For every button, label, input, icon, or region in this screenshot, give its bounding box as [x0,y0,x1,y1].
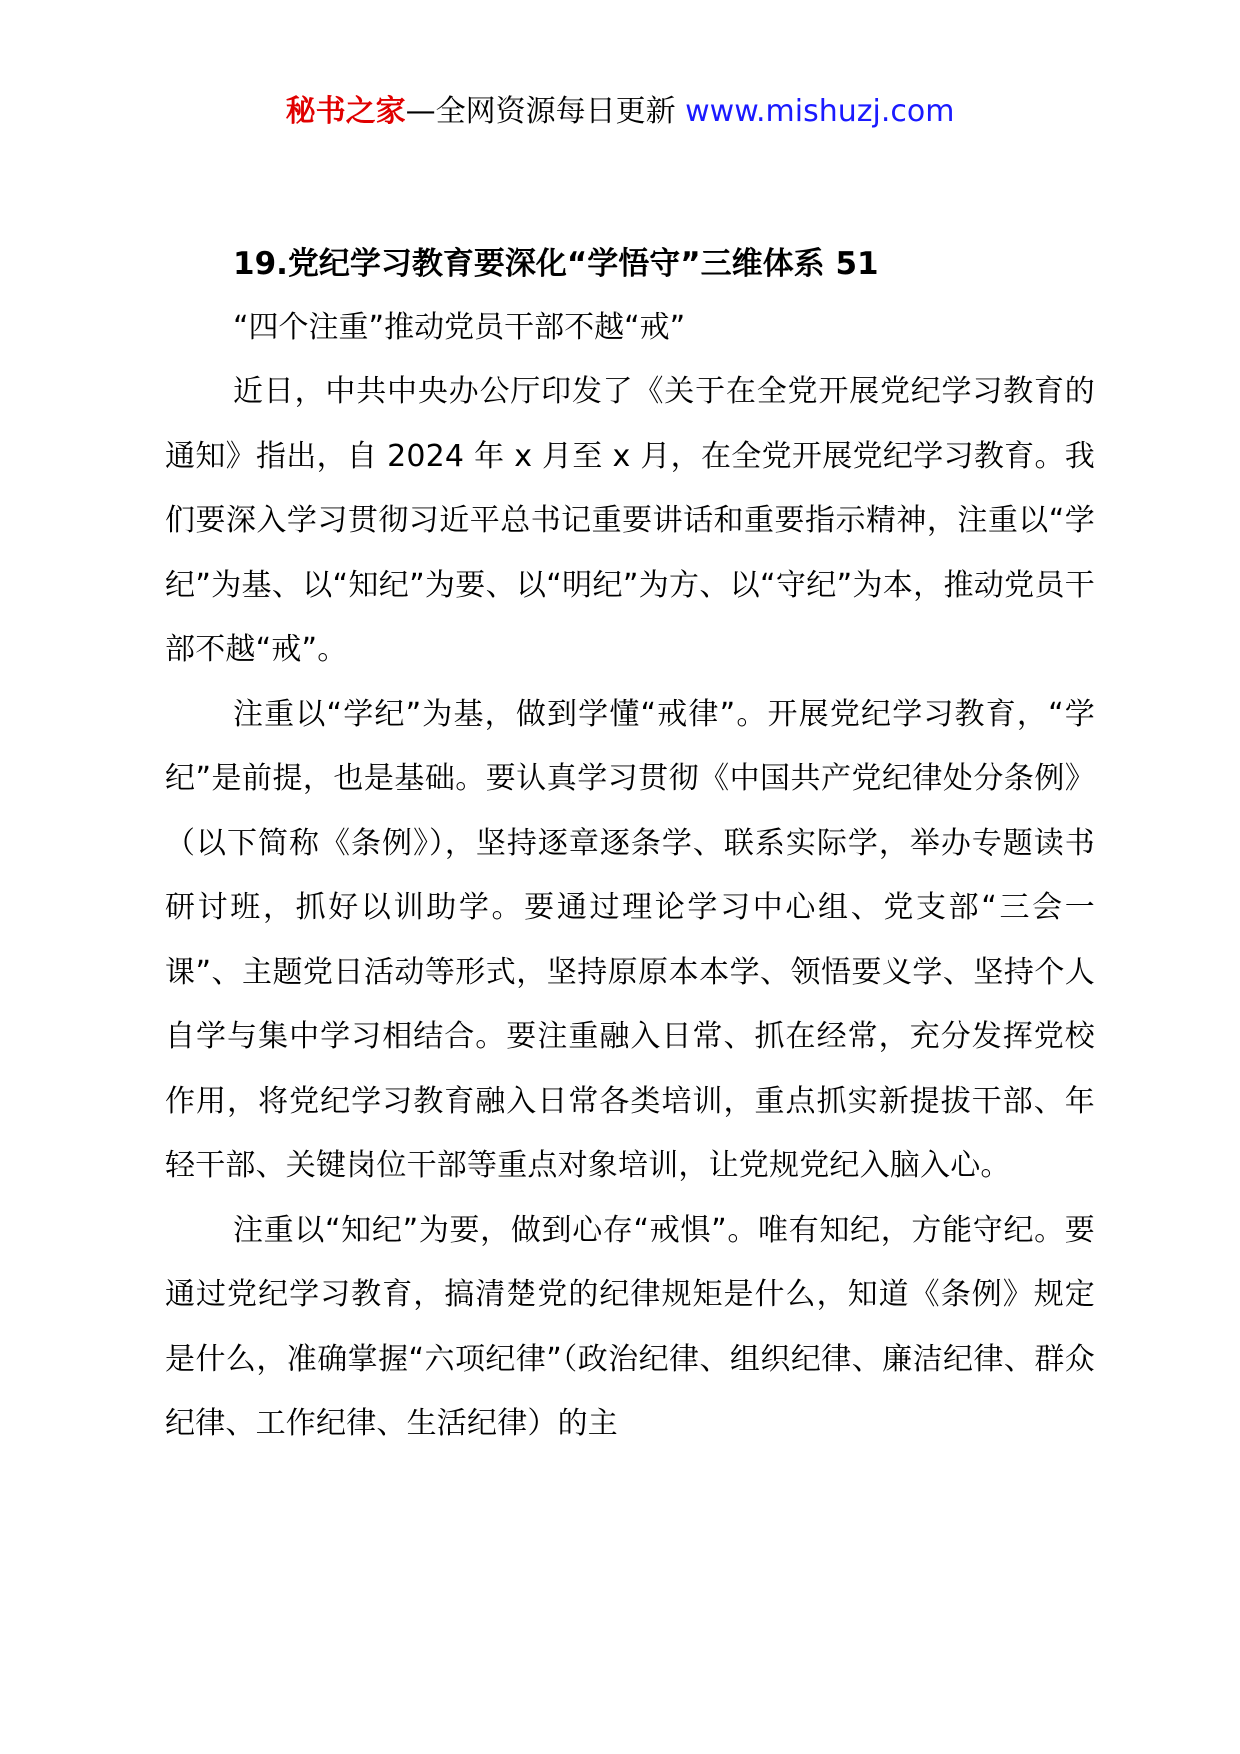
paragraph: 注重以“知纪”为要，做到心存“戒惧”。唯有知纪，方能守纪。要通过党纪学习教育，搞清楚党的纪律规矩是什么，知道《条例》规定是什么，准确掌握“六项纪律”（政治纪律、组织纪律、廉洁纪律、群众纪律、工作纪律、生活纪律）的主 [165,1212,1095,1441]
paragraph: 近日，中共中央办公厅印发了《关于在全党开展党纪学习教育的通知》指出，自 2024 年 x 月至 x 月，在全党开展党纪学习教育。我们要深入学习贯彻习近平总书记重要讲话和重要指示精神，注重以“学纪”为基、以“知纪”为要、以“明纪”为方、以“守纪”为本，推动党员干部不越“戒”。 [165,374,1095,667]
document-title: 19.党纪学习教育要深化“学悟守”三维体系 51 [233,246,879,282]
site-url-link[interactable]: www.mishuzj.com [685,94,955,129]
paragraph: 注重以“学纪”为基，做到学懂“戒律”。开展党纪学习教育，“学纪”是前提，也是基础。要认真学习贯彻《中国共产党纪律处分条例》（以下简称《条例》），坚持逐章逐条学、联系实际学，举办专题读书研讨班，抓好以训助学。要通过理论学习中心组、党支部“三会一课”、主题党日活动等形式，坚持原原本本学、领悟要义学、坚持个人自学与集中学习相结合。要注重融入日常、抓在经常，充分发挥党校作用，将党纪学习教育融入日常各类培训，重点抓实新提拔干部、年轻干部、关键岗位干部等重点对象培训，让党规党纪入脑入心。 [165,696,1095,1183]
document-subtitle: “四个注重”推动党员干部不越“戒” [233,310,686,345]
site-slogan: —全网资源每日更新 [405,94,676,129]
document-body [165,232,1095,1457]
site-header [0,92,1240,132]
site-brand: 秘书之家 [285,94,406,129]
